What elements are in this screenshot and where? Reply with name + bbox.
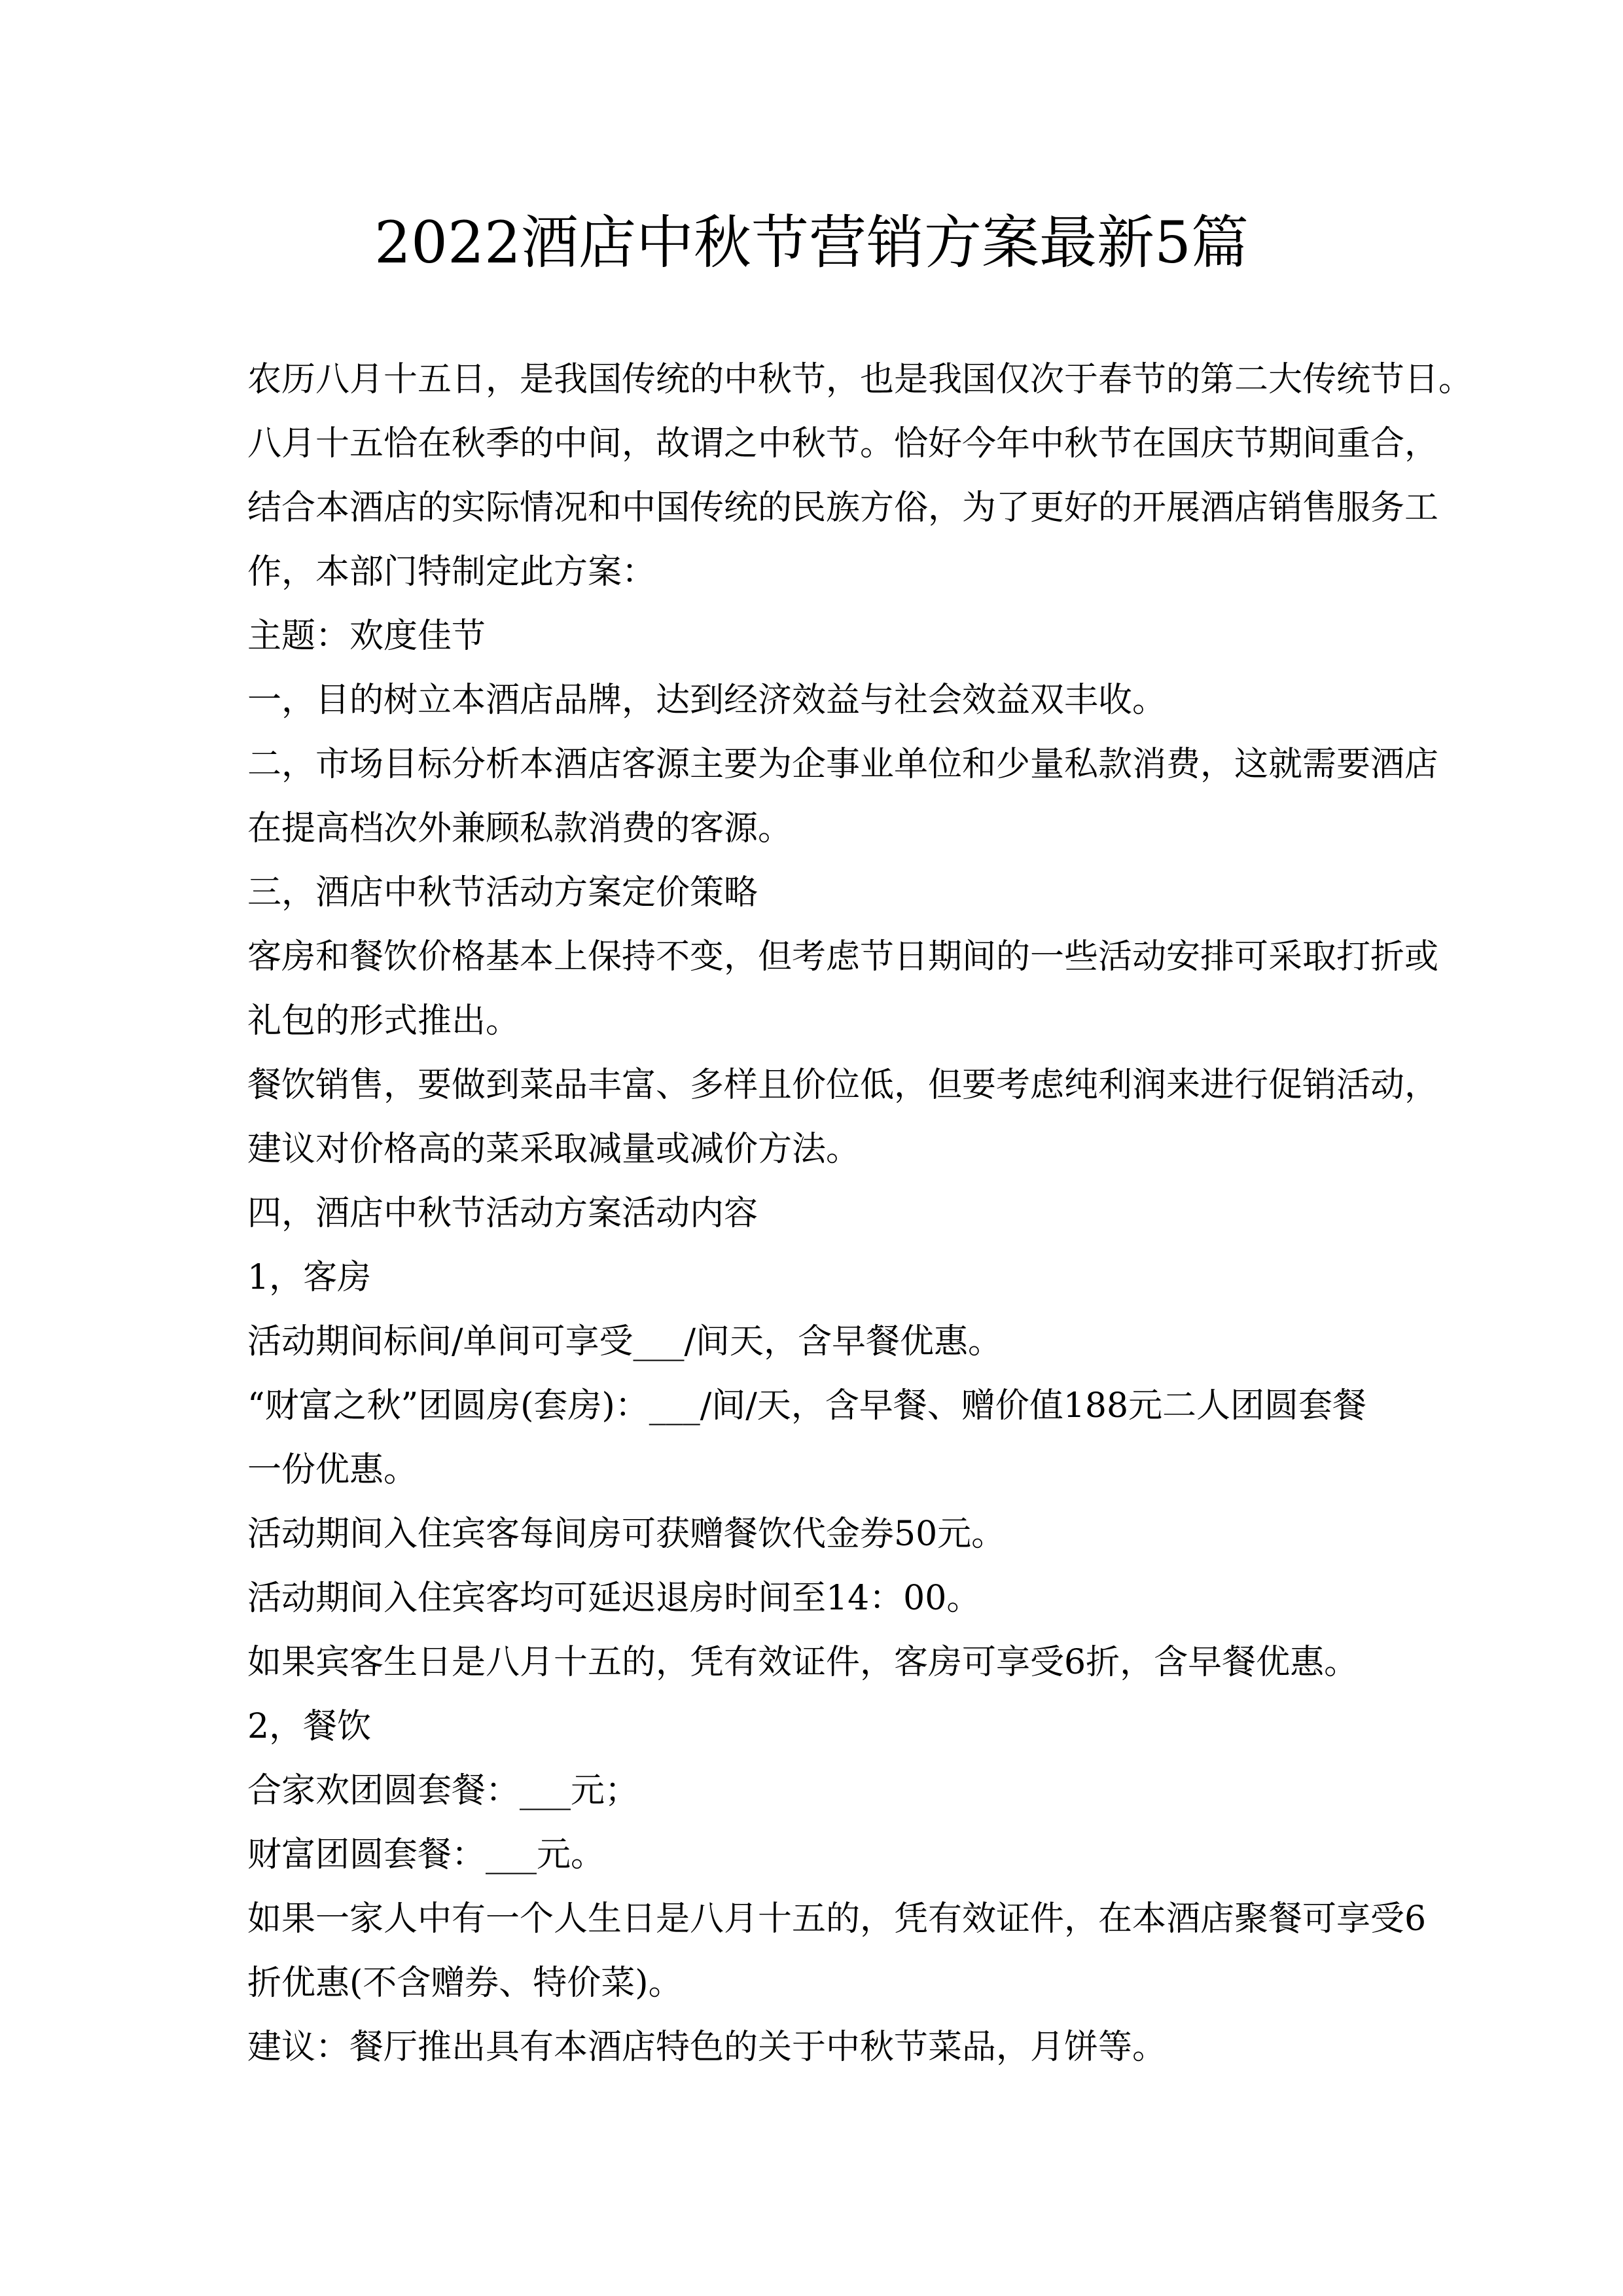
document-body xyxy=(247,348,1473,2079)
paragraph-line: 一，目的树立本酒店品牌，达到经济效益与社会效益双丰收。 xyxy=(247,681,1167,720)
paragraph-line: 在提高档次外兼顾私款消费的客源。 xyxy=(247,809,793,848)
paragraph-line: 2，餐饮 xyxy=(247,1707,372,1746)
paragraph-line: 一份优惠。 xyxy=(247,1450,418,1490)
paragraph-line: 1，客房 xyxy=(247,1258,372,1297)
paragraph-line: 三，酒店中秋节活动方案定价策略 xyxy=(247,873,758,912)
paragraph-line: 建议对价格高的菜采取减量或减价方法。 xyxy=(247,1130,861,1169)
paragraph-line: “财富之秋”团圆房(套房)：___/间/天，含早餐、赠价值188元二人团圆套餐 xyxy=(247,1386,1367,1426)
paragraph-line: 农历八月十五日，是我国传统的中秋节，也是我国仅次于春节的第二大传统节日。 xyxy=(247,360,1473,399)
paragraph-line: 活动期间标间/单间可享受___/间天，含早餐优惠。 xyxy=(247,1322,1003,1361)
paragraph-line: 结合本酒店的实际情况和中国传统的民族方俗，为了更好的开展酒店销售服务工 xyxy=(247,488,1439,528)
paragraph-line: 主题：欢度佳节 xyxy=(247,617,486,656)
paragraph-line: 如果宾客生日是八月十五的，凭有效证件，客房可享受6折，含早餐优惠。 xyxy=(247,1643,1359,1682)
paragraph-line: 如果一家人中有一个人生日是八月十五的，凭有效证件，在本酒店聚餐可享受6 xyxy=(247,1899,1427,1939)
paragraph-line: 作，本部门特制定此方案： xyxy=(247,552,656,592)
document-title: 2022酒店中秋节营销方案最新5篇 xyxy=(374,209,1249,276)
paragraph-line: 四，酒店中秋节活动方案活动内容 xyxy=(247,1194,758,1233)
paragraph-line: 八月十五恰在秋季的中间，故谓之中秋节。恰好今年中秋节在国庆节期间重合， xyxy=(247,424,1439,463)
paragraph-line: 餐饮销售，要做到菜品丰富、多样且价位低，但要考虑纯利润来进行促销活动， xyxy=(247,1066,1439,1105)
paragraph-line: 折优惠(不含赠券、特价菜)。 xyxy=(247,1964,683,2003)
paragraph-line: 礼包的形式推出。 xyxy=(247,1001,520,1041)
paragraph-line: 活动期间入住宾客均可延迟退房时间至14：00。 xyxy=(247,1579,981,1618)
paragraph-line: 建议：餐厅推出具有本酒店特色的关于中秋节菜品，月饼等。 xyxy=(247,2028,1167,2067)
paragraph-line: 活动期间入住宾客每间房可获赠餐饮代金券50元。 xyxy=(247,1515,1006,1554)
paragraph-line: 合家欢团圆套餐：___元； xyxy=(247,1771,639,1810)
paragraph-line: 客房和餐饮价格基本上保持不变，但考虑节日期间的一些活动安排可采取打折或 xyxy=(247,937,1439,977)
paragraph-line: 二，市场目标分析本酒店客源主要为企事业单位和少量私款消费，这就需要酒店 xyxy=(247,745,1439,784)
paragraph-line: 财富团圆套餐：___元。 xyxy=(247,1835,605,1874)
